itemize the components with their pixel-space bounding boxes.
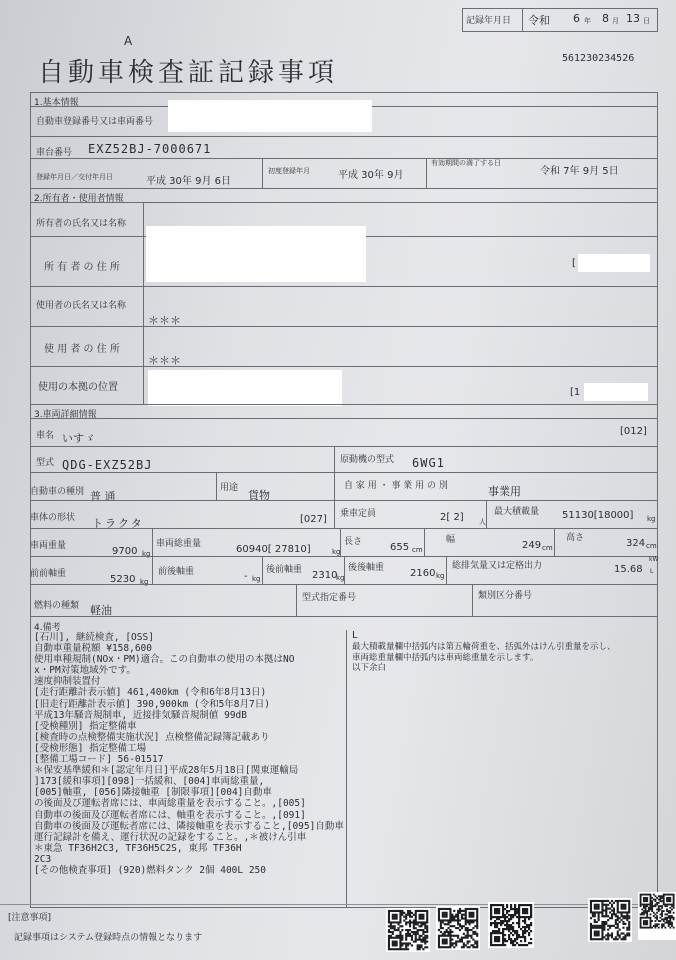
remarks-right-mark: L	[352, 630, 358, 641]
length-label: 長さ	[344, 537, 363, 547]
notice-label: [注意事項]	[8, 913, 52, 923]
section-basic-title: 1.基本情報	[34, 98, 79, 108]
fr-axle-value: -	[244, 571, 248, 582]
use-label: 用途	[220, 483, 239, 493]
ff-axle-label: 前前軸重	[30, 569, 67, 579]
ff-axle-unit: kg	[140, 578, 149, 586]
length-value: 655	[390, 542, 410, 553]
base-code-redacted	[584, 383, 648, 401]
remarks-line: 自動車重量税額 ¥158,600	[34, 643, 152, 655]
displacement-unit-l: L	[650, 568, 654, 575]
qr-code-icon	[436, 906, 480, 950]
length-unit: cm	[412, 546, 423, 554]
type-designation-label: 型式指定番号	[302, 593, 357, 603]
remarks-line: [その他検査事項] (920)燃料タンク 2個 400L 250	[34, 864, 266, 876]
rf-axle-value: 2310	[312, 570, 338, 581]
remarks-line: [整備工場コード] 56-01517	[34, 754, 164, 766]
reg-date-value: 平成 30年 9月 6日	[146, 176, 231, 187]
owner-addr-bracket: [	[572, 258, 576, 269]
rf-axle-unit: kg	[336, 574, 345, 582]
reg-date-label: 登録年月日／交付年月日	[36, 173, 113, 181]
remarks-line: [受検種別] 指定整備車	[34, 720, 137, 732]
width-label: 幅	[446, 535, 456, 545]
max-load-value: 51130[18000]	[562, 510, 634, 521]
record-date-era: 令和	[528, 14, 550, 27]
kind-value: 普 通	[90, 490, 116, 503]
notice-text: 記録事項はシステム登録時点の情報となります	[14, 933, 203, 943]
first-reg-label: 初度登録年月	[268, 167, 310, 175]
remarks-line: x・PM対策地域外です。	[34, 665, 136, 677]
maker-code: [012]	[620, 426, 647, 437]
maker-label: 車名	[36, 431, 55, 441]
section-vehicle-title: 3.車両詳細情報	[34, 410, 97, 420]
rr-axle-value: 2160	[410, 568, 436, 579]
owner-name-label: 所有者の氏名又は名称	[36, 219, 127, 229]
remarks-line: 車両総重量欄中括弧内は車両総重量を示します。	[352, 652, 539, 663]
first-reg-value: 平成 30年 9月	[338, 170, 404, 181]
remarks-line: 運行記録計を備え、運行状況の記録をすること。,＊被けん引車	[34, 831, 307, 843]
capacity-label: 乗車定員	[340, 509, 377, 519]
remarks-line: [石川], 継続検査, [OSS]	[34, 632, 154, 643]
owner-addr-code-redacted	[578, 254, 650, 272]
owner-addr-label: 所 有 者 の 住 所	[44, 262, 120, 273]
private-label: 自 家 用 ・ 事 業 用 の 別	[344, 481, 448, 491]
height-label: 高さ	[566, 533, 585, 543]
user-name-label: 使用者の氏名又は名称	[36, 301, 127, 311]
gross-unit: kg	[332, 548, 341, 556]
remarks-line: ＊東急 TF36H2C3, TF36H5C2S, 東邦 TF36H	[34, 842, 242, 854]
section-remarks-title: 4.備考	[34, 623, 61, 633]
private-value: 事業用	[488, 485, 521, 498]
remarks-left-text	[34, 632, 344, 876]
chassis-value: EXZ52BJ-7000671	[88, 142, 212, 156]
remarks-line: ＊保安基準緩和＊[認定年月日]平成28年5月18日[関東運輸局	[34, 765, 299, 777]
remarks-line: 2C3	[34, 853, 52, 865]
record-date-label: 記録年月日	[466, 16, 512, 26]
engine-value: 6WG1	[412, 456, 445, 470]
displacement-label: 総排気量又は定格出力	[452, 561, 543, 571]
user-addr-value: ＊＊＊	[148, 354, 181, 367]
gross-label: 車両総重量	[156, 539, 202, 549]
remarks-line: ]173[緩和事項][098]一括緩和、[004]車両総重量,	[34, 776, 265, 788]
fuel-label: 燃料の種類	[34, 601, 80, 611]
remarks-line: [受検形態] 指定整備工場	[34, 742, 147, 754]
user-addr-label: 使 用 者 の 住 所	[44, 344, 120, 355]
expiry-label: 有効期間の満了する日	[431, 159, 501, 167]
height-value: 324	[626, 538, 646, 549]
displacement-value: 15.68	[614, 564, 643, 575]
width-unit: cm	[542, 544, 553, 552]
remarks-line: 速度抑制装置付	[34, 676, 101, 688]
capacity-value: 2[ 2]	[440, 512, 464, 523]
record-date-day: 13	[626, 12, 640, 25]
remarks-line: 自動車の後面及び運転者席には、隣接軸重を表示すること,[095]自動車	[34, 820, 344, 832]
remarks-line: 自動車の後面及び運転者席には、軸重を表示すること。,[091]	[34, 809, 306, 821]
height-unit: cm	[646, 542, 657, 550]
fuel-value: 軽油	[90, 604, 112, 617]
fr-axle-label: 前後軸重	[158, 567, 195, 577]
page-title: 自動車検査証記録事項	[38, 58, 339, 88]
user-name-value: ＊＊＊	[148, 314, 181, 327]
use-value: 貨物	[248, 489, 270, 502]
qr-code-icon	[588, 898, 632, 942]
remarks-line: [検査時の点検整備実施状況] 点検整備記録簿記載あり	[34, 731, 270, 743]
width-value: 249	[522, 540, 542, 551]
remarks-line: の後面及び運転者席には、車両総重量を表示すること。,[005]	[34, 798, 306, 810]
mark-a: A	[124, 34, 133, 48]
qr-code-icon	[638, 892, 676, 940]
engine-label: 原動機の型式	[340, 455, 395, 465]
remarks-line: 使用車種規制(NOx・PM)適合。この自動車の使用の本拠はNO	[34, 654, 295, 666]
displacement-unit-kw: kW	[649, 556, 659, 563]
reg-number-redacted	[168, 100, 372, 132]
base-location-bracket: [1	[570, 387, 581, 398]
body-label: 車体の形状	[30, 513, 76, 523]
model-value: QDG-EXZ52BJ	[62, 458, 153, 472]
weight-label: 車両重量	[30, 541, 67, 551]
rr-axle-unit: kg	[436, 572, 445, 580]
chassis-label: 車台番号	[36, 148, 73, 158]
remarks-line: [005]軸重, [056]隣接軸重 [制限事項][004]自動車	[34, 787, 272, 799]
gross-value: 60940[ 27810]	[236, 544, 311, 555]
category-label: 類別区分番号	[478, 591, 533, 601]
remarks-line: 平成13年騒音規制車, 近接排気騒音規制値 99dB	[34, 709, 247, 721]
inspection-certificate-record: 記録年月日 令和 6 年 8 月 13 日 A 自動車検査証記録事項 561230234526 1.基本情報 自動車登録番号又は車両番号 車台番号 EXZ52BJ-7000671 登録年月日／交付年月日 平成 30年 9月 6日 初度登録年月 平成 30年 9月 有効期間の満了する日 令和 7年 9月 5日 2.所有者・使用者情報 所有者の氏名又は名称 所 有 者 の 住 所 [ 使用者の氏名又は名称 ＊＊＊ 使 用 者 の 住 所 ＊＊＊ 使用の本拠の位置 [1 3.車両詳細情報 車名 いすゞ [012] 型式 QDG-EXZ52BJ 原動機の型式 6WG1 自動車の種別 普 通 用途 貨物 自 家 用 ・ 事 業 用 の 別 事業用 車体の形状 トラクタ [027] 乗車定員 2[ 2] 人 最大積載量 51130[18000] kg 車両重量 9700 kg 車両総重量 60940[ 27810] kg 長さ 655 cm 幅 249 cm 高さ 324 cm 前前軸重 5230 kg 前後軸重 - kg 後前軸重 2310 kg 後後軸重 2160 kg 総排気量又は定格出力 15.68 kW L 燃料の種類 軽油 型式指定番号 類別区分番号 4.備考 [石川], 継続検査, [OSS] 自動車重量税額 ¥158,600 使用車種規制(NOx・PM)適合。この自動車の使用の本拠はNO x・PM対策地域外です。 速度抑制装置付 [走行距離計表示値] 461,400km (令和6年8月13日) [旧走行距離計表示値] 390,900km (令和5年8月7日) 平成13年騒音規制車, 近接排気騒音規制値 99dB [受検種別] 指定整備車 [検査時の点検整備実施状況] 点検整備記録簿記載あり [受検形態] 指定整備工場 [整備工場コード] 56-01517 ＊保安基準緩和＊[認定年月日]平成28年5月18日[関東運輸局 ]173[緩和事項][098]一括緩和、[004]車両総重量, [005]軸重, [056]隣接軸重 [制限事項][004]自動車 の後面及び運転者席には、車両総重量を表示すること。,[005] 自動車の後面及び運転者席には、軸重を表示すること。,[091] 自動車の後面及び運転者席には、隣接軸重を表示すること,[095]自動車 運行記録計を備え、運行状況の記録をすること。,＊被けん引車 ＊東急 TF36H2C3, TF36H5C2S, 東邦 TF36H 2C3 [その他検査事項] (920)燃料タンク 2個 400L 250 L 最大積載量欄中括弧内は第五輪荷重を、括弧外はけん引重量を示し、 車両総重量欄中括弧内は車両総重量を示します。 以下余白 [注意事項] 記録事項はシステム登録時点の情報となります	[0, 0, 676, 960]
rf-axle-label: 後前軸重	[266, 565, 303, 575]
remarks-line: 以下余白	[352, 663, 387, 673]
reg-number-label: 自動車登録番号又は車両番号	[36, 117, 154, 127]
max-load-label: 最大積載量	[494, 507, 540, 517]
remarks-right-text	[352, 642, 616, 674]
base-location-label: 使用の本拠の位置	[38, 382, 118, 393]
remarks-line: [走行距離計表示値] 461,400km (令和6年8月13日)	[34, 687, 267, 699]
remarks-line: 最大積載量欄中括弧内は第五輪荷重を、括弧外はけん引重量を示し、	[352, 642, 616, 652]
maker-value: いすゞ	[62, 432, 95, 445]
rr-axle-label: 後後軸重	[348, 563, 385, 573]
kind-label: 自動車の種別	[30, 487, 85, 497]
section-owner-title: 2.所有者・使用者情報	[34, 194, 124, 204]
weight-unit: kg	[142, 550, 151, 558]
weight-value: 9700	[112, 546, 138, 557]
record-date-year: 6	[573, 12, 580, 25]
remarks-line: [旧走行距離計表示値] 390,900km (令和5年8月7日)	[34, 698, 270, 710]
model-label: 型式	[36, 458, 55, 468]
body-value: トラクタ	[92, 517, 144, 530]
fr-axle-unit: kg	[252, 575, 261, 583]
owner-redacted	[146, 226, 366, 282]
record-date-month: 8	[602, 12, 609, 25]
qr-code-icon	[488, 902, 534, 948]
body-code: [027]	[300, 514, 327, 525]
qr-code-icon	[386, 908, 430, 952]
expiry-value: 令和 7年 9月 5日	[540, 166, 619, 177]
capacity-unit: 人	[479, 518, 486, 526]
max-load-unit: kg	[647, 515, 656, 523]
document-number: 561230234526	[562, 53, 635, 64]
base-location-redacted	[148, 370, 342, 406]
ff-axle-value: 5230	[110, 574, 136, 585]
